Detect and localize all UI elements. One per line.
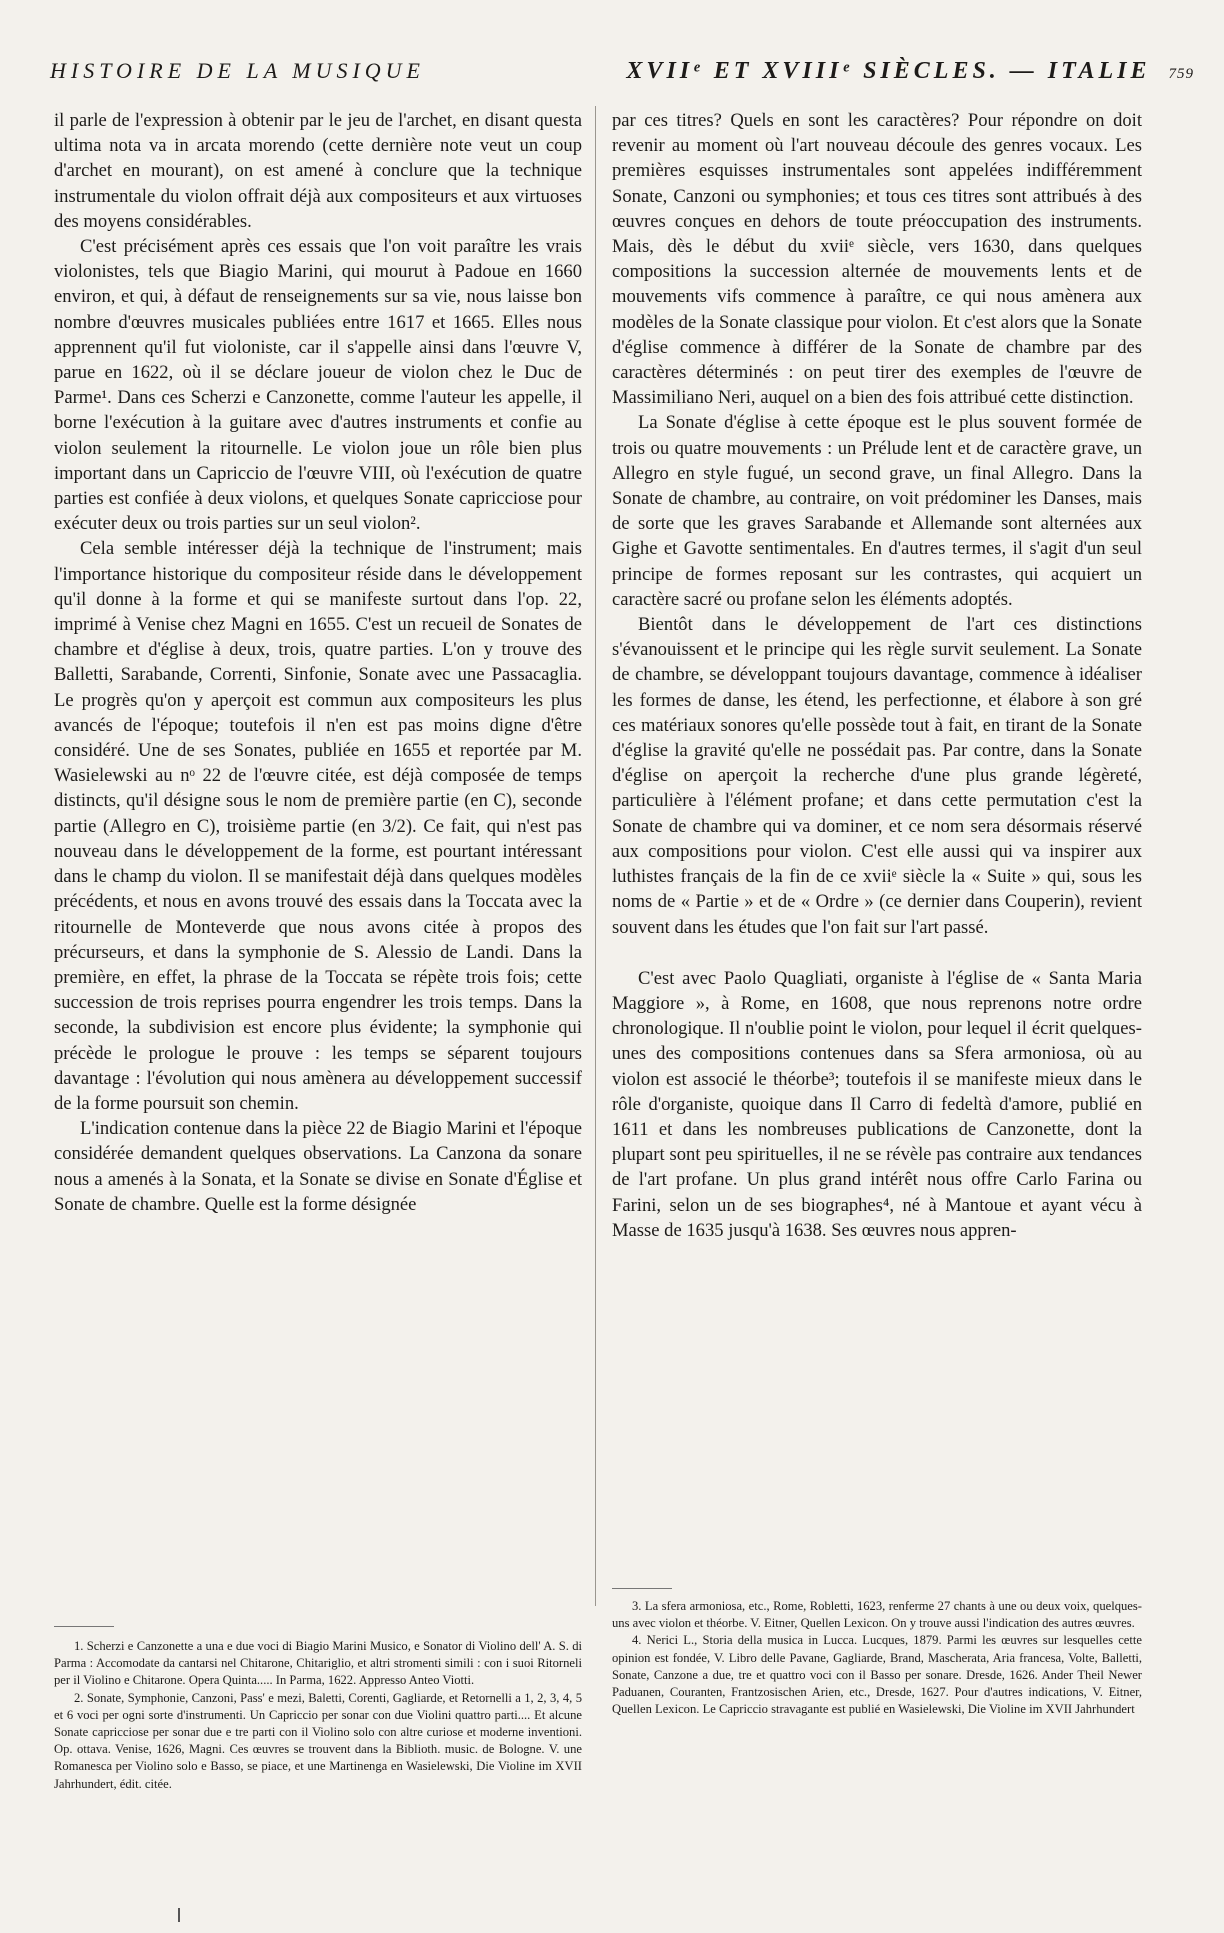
- paragraph: par ces titres? Quels en sont les caractères? Pour répondre on doit revenir au moment où l'art nouveau découle des genres vocaux. Les premières esquisses instrumentales sont appelées indifféremment Sonate, Canzoni ou symphonies; et tous ces titres sont attribués à des œuvres conçues en dehors de toute préoccupation des instruments. Mais, dès le début du xviiᵉ siècle, vers 1630, dans quelques compositions la succession alternée de mouvements lents et de mouvements vifs commence à paraître, ce qui nous amènera aux modèles de la Sonate classique pour violon. Et c'est alors que la Sonate d'église commence à différer de la Sonate de chambre par des caractères déterminés : on peut tirer des exemples de l'œuvre de Massimiliano Neri, auquel on a bien des fois attribué cette distinction.: [612, 110, 1142, 409]
- running-header: [50, 58, 1194, 90]
- footnote: 3. La sfera armoniosa, etc., Rome, Robletti, 1623, renferme 27 chants à une ou deux voix, quelques-uns avec violon et théorbe. V. Eitner, Quellen Lexicon. On y trouve aussi l'indication des autres œuvres.: [612, 1599, 1142, 1631]
- column-divider: [595, 106, 596, 1606]
- footnote: 1. Scherzi e Canzonette a una e due voci di Biagio Marini Musico, e Sonator di Violino dell' A. S. di Parma : Accomodate da cantarsi nel Chitarone, Chitariglio, et altri stromenti simili : con i suoi Ritorneli per il Violino e Chitarone. Opera Quinta..... In Parma, 1622. Appresso Anteo Viotti.: [54, 1639, 582, 1688]
- footnotes-right: [612, 1598, 1142, 1718]
- header-right-title: [626, 58, 1194, 85]
- print-mark: [178, 1908, 180, 1922]
- header-section: XVIIᵉ ET XVIIIᵉ SIÈCLES. — ITALIE: [626, 58, 1151, 84]
- paragraph: La Sonate d'église à cette époque est le plus souvent formée de trois ou quatre mouvements : un Prélude lent et de caractère grave, un Allegro en style fugué, un second grave, un final Allegro. Dans la Sonate de chambre, au contraire, on voit prédominer les Danses, mais de sorte que les graves Sarabande et Allemande sont alternées aux Gighe et Gavotte sentimentales. En d'autres termes, il s'agit d'un seul principe de formes reposant sur les contrastes, qui acquiert un caractère sacré ou profane selon les éléments adoptés.: [612, 412, 1142, 610]
- header-left-title: HISTOIRE DE LA MUSIQUE: [50, 58, 425, 83]
- paragraph: il parle de l'expression à obtenir par le jeu de l'archet, en disant questa ultima nota va in arcata morendo (cette dernière note veut un coup d'archet en mourant), on est amené à conclure que la technique instrumentale du violon offrait déjà aux compositeurs et aux virtuoses des moyens considérables.: [54, 110, 582, 232]
- footnote-rule: [54, 1626, 114, 1627]
- paragraph: Bientôt dans le développement de l'art ces distinctions s'évanouissent et le principe qui les règle survit seulement. La Sonate de chambre, se développant toujours davantage, commence à idéaliser les formes de danse, les étend, les perfectionne, et élabore à son gré ces matériaux sonores qu'elle possède tout à fait, en tirant de la Sonate d'église la gravité qu'elle ne possédait pas. Par contre, dans la Sonate d'église on aperçoit la recherche d'une plus grande légèreté, particulière à l'élément profane; et dans cette permutation c'est la Sonate de chambre qui va dominer, et ce nom sera désormais réservé aux compositions pour violon. C'est elle aussi qui va inspirer aux luthistes français de la fin de ce xviiᵉ siècle la « Suite » qui, sous les noms de « Partie » et de « Ordre » (ce dernier dans Couperin), revient souvent dans les études que l'on fait sur l'art passé.: [612, 614, 1142, 938]
- footnote: 4. Nerici L., Storia della musica in Lucca. Lucques, 1879. Parmi les œuvres sur lesquelles cette opinion est fondée, V. Libro delle Pavane, Gagliarde, Brand, Mascherata, Aria francesa, Volte, Balletti, Sonate, Canzone a due, tre et quattro voci con il Basso per sonare. Dresde, 1626. Ander Theil Newer Paduanen, Couranten, Frantzosischen Arien, etc., Dresde, 1627. Pour d'autres indications, V. Eitner, Quellen Lexicon. Le Capriccio stravagante est publié en Wasielewski, Die Violine im XVII Jahrhundert: [612, 1633, 1142, 1717]
- paragraph: Cela semble intéresser déjà la technique de l'instrument; mais l'importance historique du compositeur réside dans le développement qu'il donne à la forme et qui se manifeste surtout dans l'op. 22, imprimé à Venise chez Magni en 1655. C'est un recueil de Sonates de chambre et d'église à deux, trois, quatre parties. L'on y trouve des Balletti, Sarabande, Correnti, Sinfonie, Sonate avec une Passacaglia. Le progrès qu'on y aperçoit est commun aux compositeurs les plus avancés de l'époque; toutefois il n'en est pas moins digne d'être considéré. Une de ses Sonates, publiée en 1655 et reportée par M. Wasielewski au nᵒ 22 de l'œuvre citée, est déjà composée de temps distincts, qu'il désigne sous le nom de première partie (en C), seconde partie (Allegro en C), troisième partie (en 3/2). Ce fait, qui n'est pas nouveau dans le développement de la forme, est pourtant intéressant dans le champ du violon. Il se manifestait déjà dans quelques modèles précédents, et nous en avons trouvé des essais dans la Toccata avec la ritournelle de Monteverde que nous avons citée à propos des précurseurs, et dans la symphonie de S. Alessio de Landi. Dans la première, en effet, la phrase de la Toccata se répète trois fois; cette succession de trois reprises pourra engendrer les trois temps. Dans la seconde, la subdivision est encore plus évidente; la symphonie qui précède le prologue le prouve : les temps se séparent toujours davantage : l'évolution qui nous amènera au développement successif de la forme poursuit son chemin.: [54, 538, 582, 1114]
- footnotes-left: [54, 1638, 582, 1793]
- paragraph: C'est précisément après ces essais que l'on voit paraître les vrais violonistes, tels que Biagio Marini, qui mourut à Padoue en 1660 environ, et qui, à défaut de renseignements sur sa vie, nous laisse bon nombre d'œuvres musicales publiées entre 1617 et 1665. Elles nous apprennent qu'il fut violoniste, car il s'appelle ainsi dans l'œuvre V, parue en 1622, où il se déclare joueur de violon chez le Duc de Parme¹. Dans ces Scherzi e Canzonette, comme l'auteur les appelle, il borne l'exécution à la guitare avec d'autres instruments et confie au violon seulement la ritournelle. Le violon joue un rôle bien plus important dans un Capriccio de l'œuvre VIII, où l'exécution de quatre parties est confiée à deux violons, et quelques Sonate capricciose pour exécuter deux ou trois parties sur un seul violon².: [54, 236, 582, 535]
- page-number: 759: [1168, 66, 1194, 82]
- left-column: [54, 108, 582, 1217]
- right-column: [612, 108, 1142, 1243]
- paragraph: C'est avec Paolo Quagliati, organiste à l'église de « Santa Maria Maggiore », à Rome, en 1608, que nous reprenons notre ordre chronologique. Il n'oublie point le violon, pour lequel il écrit quelques-unes des compositions contenues dans sa Sfera armoniosa, où au violon est associé le théorbe³; toutefois il se manifeste mieux dans le rôle d'organiste, quoique dans Il Carro di fedeltà d'amore, publié en 1611 et dans les nombreuses publications de Canzonette, dont la plupart sont peu spirituelles, il ne se révèle pas contraire aux tendances de l'art profane. Un plus grand intérêt nous offre Carlo Farina ou Farini, selon un de ses biographes⁴, né à Mantoue et ayant vécu à Masse de 1635 jusqu'à 1638. Ses œuvres nous appren-: [612, 967, 1142, 1241]
- footnote: 2. Sonate, Symphonie, Canzoni, Pass' e mezi, Baletti, Corenti, Gagliarde, et Retornelli a 1, 2, 3, 4, 5 et 6 voci per ogni sorte d'instrumenti. Un Capriccio per sonar con due Violini quattro parti.... Et alcune Sonate capricciose per sonar due e tre parti con il Violino solo con altre curiose et moderne inventioni. Op. ottava. Venise, 1626, Magni. Ces œuvres se trouvent dans la Biblioth. music. de Bologne. V. une Romanesca per Violino solo e Basso, se piace, et une Martinenga en Wasielewski, Die Violine im XVII Jahrhundert, édit. citée.: [54, 1690, 582, 1791]
- footnote-rule: [612, 1588, 672, 1589]
- paragraph: L'indication contenue dans la pièce 22 de Biagio Marini et l'époque considérée demandent quelques observations. La Canzona da sonare nous a amenés à la Sonata, et la Sonate se divise en Sonate d'Église et Sonate de chambre. Quelle est la forme désignée: [54, 1118, 582, 1215]
